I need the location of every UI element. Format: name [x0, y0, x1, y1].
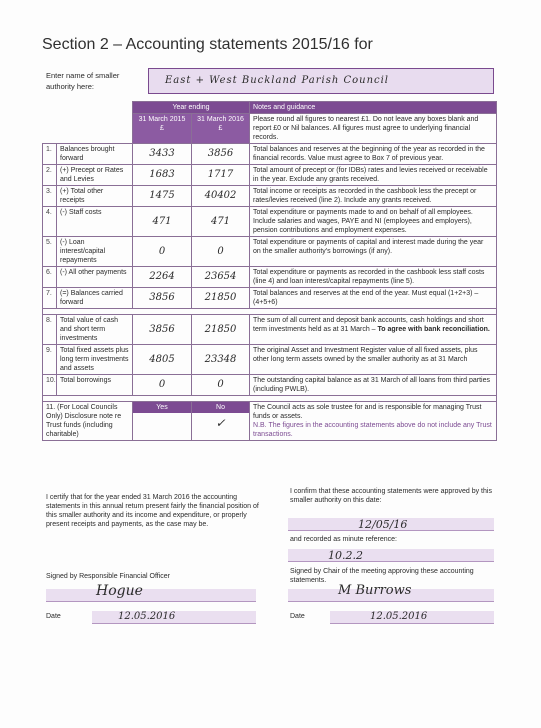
- chair-signature-field[interactable]: [288, 583, 494, 602]
- trust-funds-row: [43, 402, 497, 441]
- row-number: 10.: [43, 375, 57, 396]
- row-note: Total expenditure or payments of capital and interest made during the year on the smaller authority's borrowings (if any).: [250, 237, 497, 267]
- row-label: (-) All other payments: [57, 267, 133, 288]
- trust-funds-label: 11. (For Local Councils Only) Disclosure note re Trust funds (including charitable): [43, 402, 133, 441]
- row-label: Balances brought forward: [57, 144, 133, 165]
- rfo-date-field[interactable]: [92, 611, 256, 624]
- rfo-date-label: Date: [46, 613, 61, 620]
- value-2016-text: 3856: [207, 148, 234, 159]
- table-row: [43, 207, 497, 237]
- col-2016-label: 31 March 2016: [197, 116, 244, 123]
- value-2015[interactable]: [133, 237, 192, 267]
- no-header: No: [192, 402, 249, 413]
- value-2015-text: 1683: [149, 169, 175, 180]
- value-2016-text: 23654: [204, 271, 237, 282]
- value-2016[interactable]: [192, 165, 250, 186]
- minute-reference-label: and recorded as minute reference:: [290, 536, 398, 543]
- row-note: The original Asset and Investment Register value of all fixed assets, plus other long term assets owned by the smaller authority as at 31 March: [250, 345, 497, 375]
- row-note-text: The sum of all current and deposit bank accounts, cash holdings and short term investments held as at 31 March –: [253, 317, 484, 333]
- notes-intro: Please round all figures to nearest £1. Do not leave any boxes blank and report £0 or Nil balances. All figures must agree to underlying financial records.: [250, 114, 497, 144]
- value-2016-text: 0: [217, 245, 224, 257]
- table-row: [43, 267, 497, 288]
- value-2015-text: 0: [158, 379, 166, 390]
- value-2016[interactable]: [192, 375, 250, 396]
- row-number: 4.: [43, 207, 57, 237]
- chair-date-field[interactable]: [330, 611, 494, 624]
- value-2015[interactable]: [133, 315, 192, 345]
- table-row: [43, 375, 497, 396]
- value-2016-text: 23348: [204, 353, 237, 365]
- row-label: (-) Staff costs: [57, 207, 133, 237]
- row-note: Total expenditure or payments as recorded in the cashbook less staff costs (line 4) and loan interest/capital repayments (line 5).: [250, 267, 497, 288]
- value-2015-text: 471: [152, 215, 172, 227]
- chair-signed-label: Signed by Chair of the meeting approving these accounting statements.: [290, 568, 474, 584]
- authority-name-value: East + West Buckland Parish Council: [165, 75, 390, 86]
- col-2016-currency: £: [218, 125, 223, 132]
- row-number: 5.: [43, 237, 57, 267]
- row-label: Total borrowings: [57, 375, 133, 396]
- row-number: 1.: [43, 144, 57, 165]
- no-check-mark: ✓: [215, 416, 226, 430]
- value-2015[interactable]: [133, 288, 192, 309]
- row-note: Total expenditure or payments made to and on behalf of all employees. Include salaries and wages, PAYE and NI (employees and employers), pension contributions and employment expenses.: [250, 207, 497, 237]
- row-number: 8.: [43, 315, 57, 345]
- trust-funds-note: [250, 402, 497, 441]
- col-2015-currency: £: [160, 125, 164, 132]
- approval-text: I confirm that these accounting statements were approved by this smaller authority on this date:: [290, 488, 492, 504]
- row-number: 3.: [43, 186, 57, 207]
- authority-name-label: Enter name of smaller authority here:: [46, 71, 120, 91]
- row-note: Total balances and reserves at the beginning of the year as recorded in the financial records. Value must agree to Box 7 of previous year.: [250, 144, 497, 165]
- notes-header: Notes and guidance: [250, 102, 497, 114]
- value-2016-text: 0: [217, 379, 224, 390]
- value-2015-text: 3433: [149, 148, 175, 159]
- value-2016[interactable]: [192, 237, 250, 267]
- row-number: 7.: [43, 288, 57, 309]
- value-2015-text: 0: [158, 245, 166, 257]
- row-note-bold: To agree with bank reconciliation.: [377, 326, 490, 333]
- yes-cell[interactable]: [133, 402, 192, 441]
- value-2015[interactable]: [133, 375, 192, 396]
- value-2016-text: 1717: [207, 169, 234, 180]
- row-label: Total value of cash and short term investments: [57, 315, 133, 345]
- value-2016[interactable]: [192, 267, 250, 288]
- value-2016[interactable]: [192, 144, 250, 165]
- value-2015[interactable]: [133, 186, 192, 207]
- row-note: Total income or receipts as recorded in the cashbook less the precept or rates/levies received (line 2). Include any grants received.: [250, 186, 497, 207]
- chair-date-value: 12.05.2016: [370, 611, 428, 622]
- table-row: [43, 345, 497, 375]
- approval-date-field[interactable]: [288, 518, 494, 531]
- approval-date-value: 12/05/16: [358, 518, 408, 531]
- value-2015[interactable]: [133, 207, 192, 237]
- value-2016[interactable]: [192, 315, 250, 345]
- row-number: 2.: [43, 165, 57, 186]
- minute-reference-value: 10.2.2: [328, 549, 363, 562]
- chair-signature: M Burrows: [338, 583, 412, 598]
- col-2015-header: [133, 114, 192, 144]
- row-note: Total amount of precept or (for IDBs) rates and levies received or receivable in the year. Exclude any grants received.: [250, 165, 497, 186]
- table-row: [43, 144, 497, 165]
- row-note: The outstanding capital balance as at 31 March of all loans from third parties (including PWLB).: [250, 375, 497, 396]
- row-label: (+) Precept or Rates and Levies: [57, 165, 133, 186]
- minute-reference-field[interactable]: [288, 549, 494, 562]
- row-label: (=) Balances carried forward: [57, 288, 133, 309]
- value-2016-text: 471: [210, 215, 231, 227]
- value-2015[interactable]: [133, 345, 192, 375]
- value-2015-text: 3856: [149, 292, 175, 303]
- value-2015[interactable]: [133, 144, 192, 165]
- value-2015[interactable]: [133, 165, 192, 186]
- value-2015[interactable]: [133, 267, 192, 288]
- table-row: [43, 186, 497, 207]
- value-2016-text: 21850: [204, 292, 237, 303]
- table-row: [43, 165, 497, 186]
- value-2015-text: 1475: [149, 190, 175, 201]
- row-number: 6.: [43, 267, 57, 288]
- value-2015-text: 3856: [149, 323, 175, 335]
- col-2016-header: [192, 114, 250, 144]
- year-ending-header: Year ending: [133, 102, 250, 114]
- certification-text: I certify that for the year ended 31 March 2016 the accounting statements in this annual return present fairly the financial position of this smaller authority and its income and expenditure, or properly present receipts and payments, as the case may be.: [46, 494, 259, 528]
- row-label: Total fixed assets plus long term investments and assets: [57, 345, 133, 375]
- row-note: Total balances and reserves at the end of the year. Must equal (1+2+3) – (4+5+6): [250, 288, 497, 309]
- table-row: [43, 237, 497, 267]
- table-row: [43, 288, 497, 309]
- trust-funds-nb: N.B. The figures in the accounting statements above do not include any Trust transactions.: [253, 422, 492, 438]
- value-2016-text: 40402: [204, 190, 237, 201]
- value-2016[interactable]: [192, 345, 250, 375]
- no-cell[interactable]: [192, 402, 250, 441]
- value-2015-text: 2264: [149, 271, 175, 282]
- row-note: [250, 315, 497, 345]
- row-number: 9.: [43, 345, 57, 375]
- rfo-date-value: 12.05.2016: [118, 611, 176, 622]
- yes-header: Yes: [133, 402, 191, 413]
- value-2016-text: 21850: [204, 323, 237, 335]
- rfo-signed-label: Signed by Responsible Financial Officer: [46, 573, 170, 580]
- trust-funds-note-text: The Council acts as sole trustee for and is responsible for managing Trust funds or assets.: [253, 404, 482, 420]
- page-title: Section 2 – Accounting statements 2015/16 for: [42, 36, 373, 53]
- col-2015-label: 31 March 2015: [138, 116, 186, 123]
- row-label: (+) Total other receipts: [57, 186, 133, 207]
- value-2016[interactable]: [192, 207, 250, 237]
- value-2015-text: 4805: [149, 353, 175, 365]
- value-2016[interactable]: [192, 288, 250, 309]
- chair-date-label: Date: [290, 613, 305, 620]
- rfo-signature: Hogue: [96, 583, 143, 599]
- row-label: (-) Loan interest/capital repayments: [57, 237, 133, 267]
- value-2016[interactable]: [192, 186, 250, 207]
- table-row: [43, 315, 497, 345]
- accounting-statements-table: [42, 101, 497, 441]
- rfo-signature-field[interactable]: [46, 583, 256, 602]
- authority-name-field[interactable]: [148, 68, 494, 94]
